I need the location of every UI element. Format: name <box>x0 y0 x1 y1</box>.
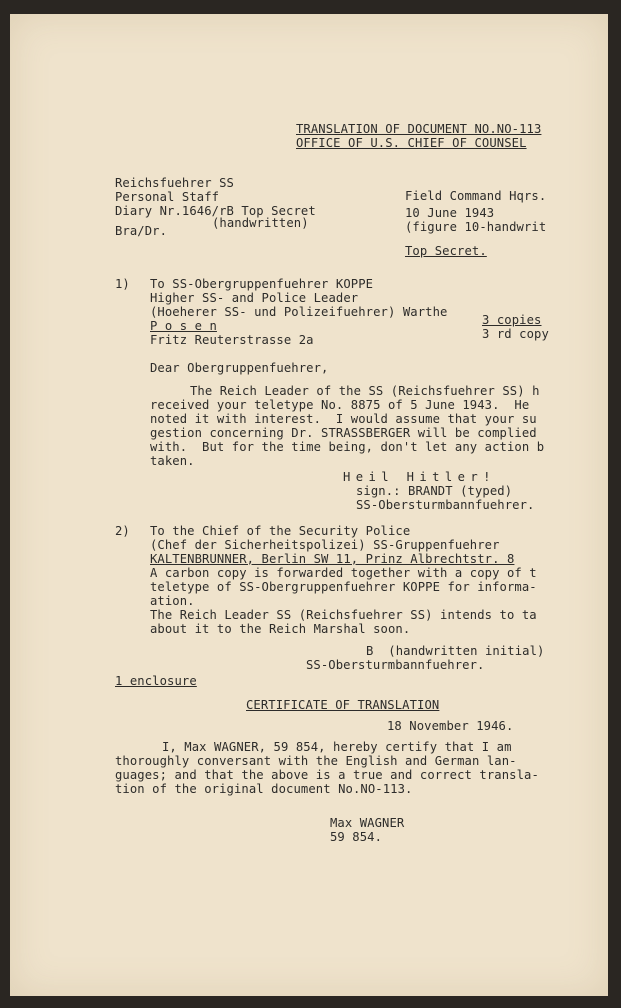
item-1-line-2: Higher SS- and Police Leader <box>150 291 359 305</box>
certificate-line-3: guages; and that the above is a true and correct transla- <box>115 768 539 782</box>
date-note: (figure 10-handwrit <box>405 220 547 234</box>
field-command: Field Command Hqrs. <box>405 189 547 203</box>
document-page <box>10 14 608 996</box>
copy-number: 3 rd copy <box>482 327 549 341</box>
body-line-1: The Reich Leader of the SS (Reichsfuehrer SS) h <box>190 384 540 398</box>
certificate-line-1: I, Max WAGNER, 59 854, hereby certify that I am <box>162 740 512 754</box>
certificate-line-2: thoroughly conversant with the English and German lan- <box>115 754 517 768</box>
certificate-line-4: tion of the original document No.NO-113. <box>115 782 413 796</box>
certificate-date: 18 November 1946. <box>387 719 514 733</box>
signature-rank: SS-Obersturmbannfuehrer. <box>356 498 535 512</box>
classification: Top Secret. <box>405 244 487 258</box>
body-line-6: taken. <box>150 454 195 468</box>
item-2-line-6: ation. <box>150 594 195 608</box>
closing-salute: Heil Hitler! <box>343 470 496 484</box>
header-office: OFFICE OF U.S. CHIEF OF COUNSEL <box>296 136 527 150</box>
item-2-line-8: about it to the Reich Marshal soon. <box>150 622 411 636</box>
item-1-street: Fritz Reuterstrasse 2a <box>150 333 314 347</box>
item-2-initial: B (handwritten initial) <box>366 644 545 658</box>
item-2-address: KALTENBRUNNER, Berlin SW 11, Prinz Albrechtstr. 8 <box>150 552 515 566</box>
certificate-title: CERTIFICATE OF TRANSLATION <box>246 698 440 712</box>
body-line-2: received your teletype No. 8875 of 5 June 1943. He <box>150 398 530 412</box>
sender-line-1: Reichsfuehrer SS <box>115 176 234 190</box>
letter-date: 10 June 1943 <box>405 206 495 220</box>
item-1-city: P o s e n <box>150 319 217 333</box>
salutation: Dear Obergruppenfuehrer, <box>150 361 329 375</box>
item-2-line-4: A carbon copy is forwarded together with a copy of t <box>150 566 537 580</box>
sender-line-3: Diary Nr.1646/rB Top Secret <box>115 204 316 218</box>
body-line-3: noted it with interest. I would assume that your su <box>150 412 537 426</box>
item-1-line-1: To SS-Obergruppenfuehrer KOPPE <box>150 277 374 291</box>
item-2-line-2: (Chef der Sicherheitspolizei) SS-Gruppenfuehrer <box>150 538 500 552</box>
item-1-number: 1) <box>115 277 130 291</box>
translator-number: 59 854. <box>330 830 383 844</box>
signature-typed: sign.: BRANDT (typed) <box>356 484 513 498</box>
body-line-4: gestion concerning Dr. STRASSBERGER will be complied <box>150 426 537 440</box>
translator-name: Max WAGNER <box>330 816 405 830</box>
body-line-5: with. But for the time being, don't let any action b <box>150 440 545 454</box>
sender-line-2: Personal Staff <box>115 190 220 204</box>
item-2-rank: SS-Obersturmbannfuehrer. <box>306 658 485 672</box>
enclosure-note: 1 enclosure <box>115 674 197 688</box>
item-1-line-3: (Hoeherer SS- und Polizeifuehrer) Warthe <box>150 305 448 319</box>
sender-handwritten-note: (handwritten) <box>212 216 309 230</box>
item-2-line-1: To the Chief of the Security Police <box>150 524 411 538</box>
item-2-line-5: teletype of SS-Obergruppenfuehrer KOPPE for informa- <box>150 580 537 594</box>
copies-count: 3 copies <box>482 313 542 327</box>
item-2-line-7: The Reich Leader SS (Reichsfuehrer SS) intends to ta <box>150 608 537 622</box>
header-title: TRANSLATION OF DOCUMENT NO.NO-113 <box>296 122 542 136</box>
item-2-number: 2) <box>115 524 130 538</box>
sender-line-5: Bra/Dr. <box>115 224 168 238</box>
